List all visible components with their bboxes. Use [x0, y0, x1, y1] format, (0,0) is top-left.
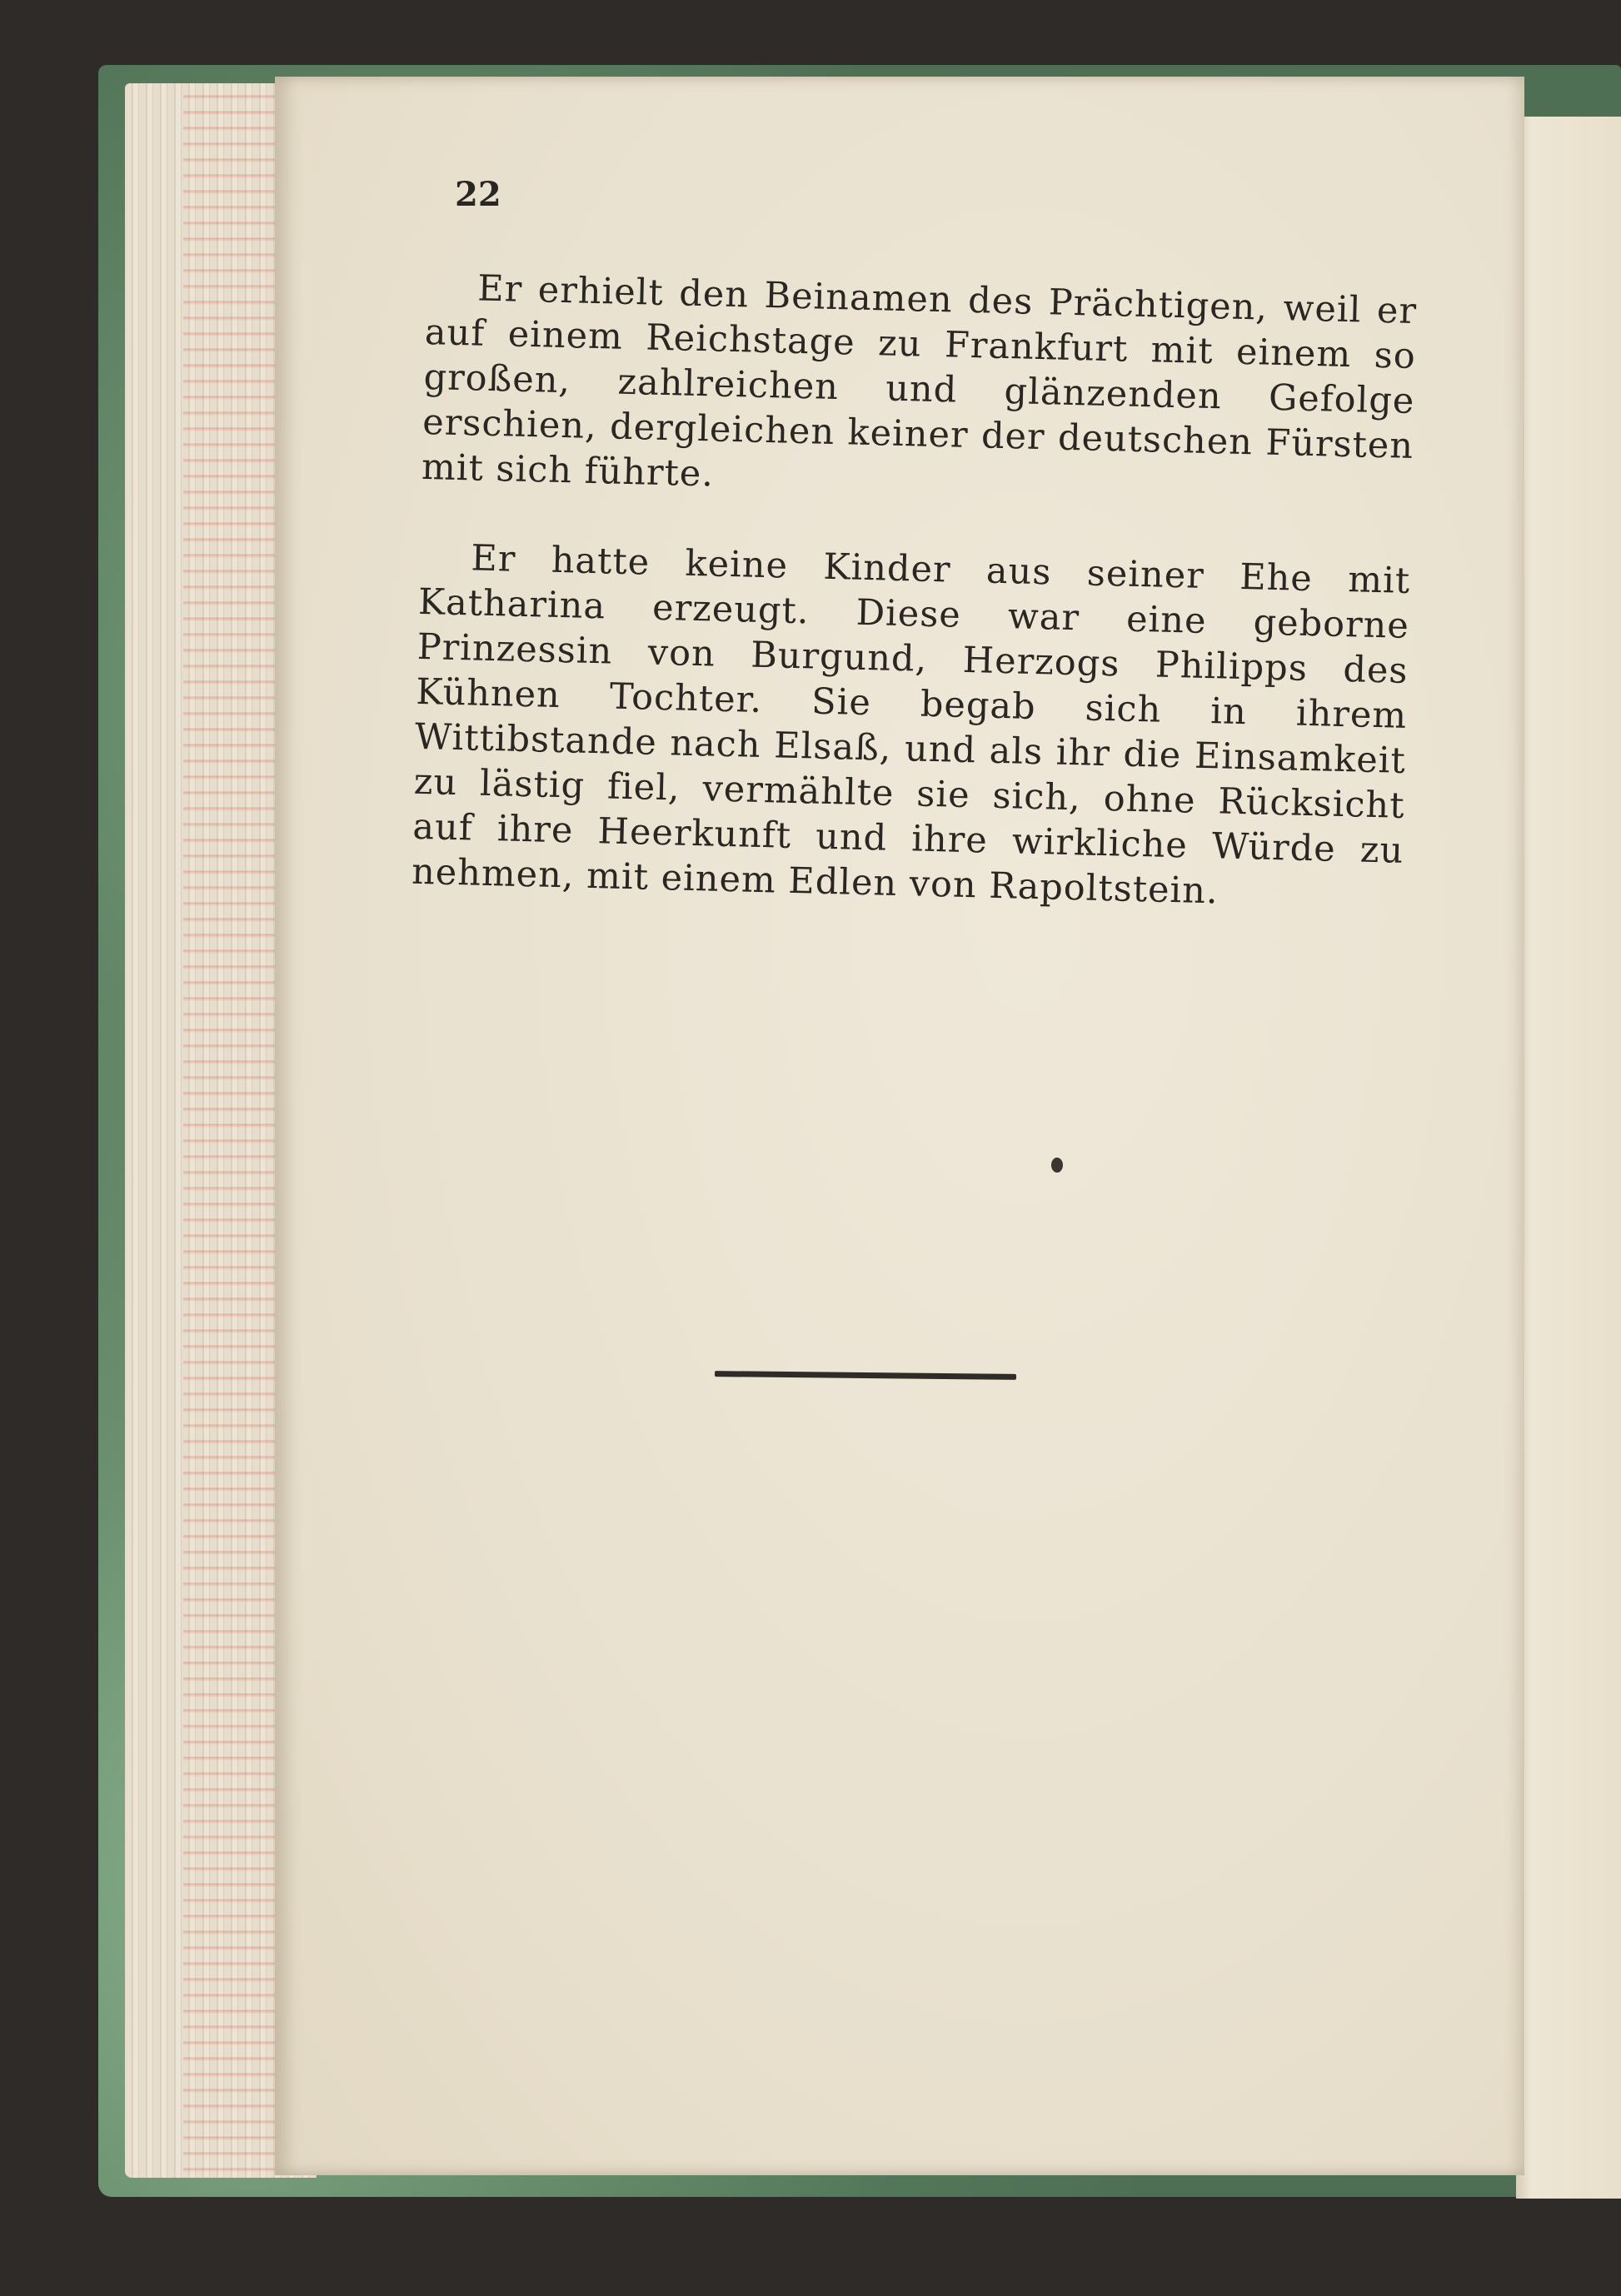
- paragraph-1: Er erhielt den Beinamen des Prächtigen, weil er auf einem Reichstage zu Frankfurt mit einem so großen, zahlreichen und glänzenden Gefolge erschien, dergleichen keiner der deutschen Fürsten mit sich führte.: [421, 267, 1418, 496]
- page-number: 22: [455, 175, 501, 214]
- paragraph-2: Er hatte keine Kinder aus seiner Ehe mit Katharina erzeugt. Diese war eine geborne Prinzessin von Burgund, Herzogs Philipps des Kühnen Tochter. Sie begab sich in ihrem Wittibstande nach Elsaß, und als ihr die Einsamkeit zu lästig fiel, vermählte sie sich, ohne Rücksicht auf ihre Heerkunft und ihre wirkliche Würde zu nehmen, mit einem Edlen von Rapoltstein.: [411, 537, 1411, 913]
- ink-speck: [1051, 1158, 1063, 1173]
- facing-page-edge: [1516, 117, 1621, 2199]
- body-text: [411, 265, 1418, 919]
